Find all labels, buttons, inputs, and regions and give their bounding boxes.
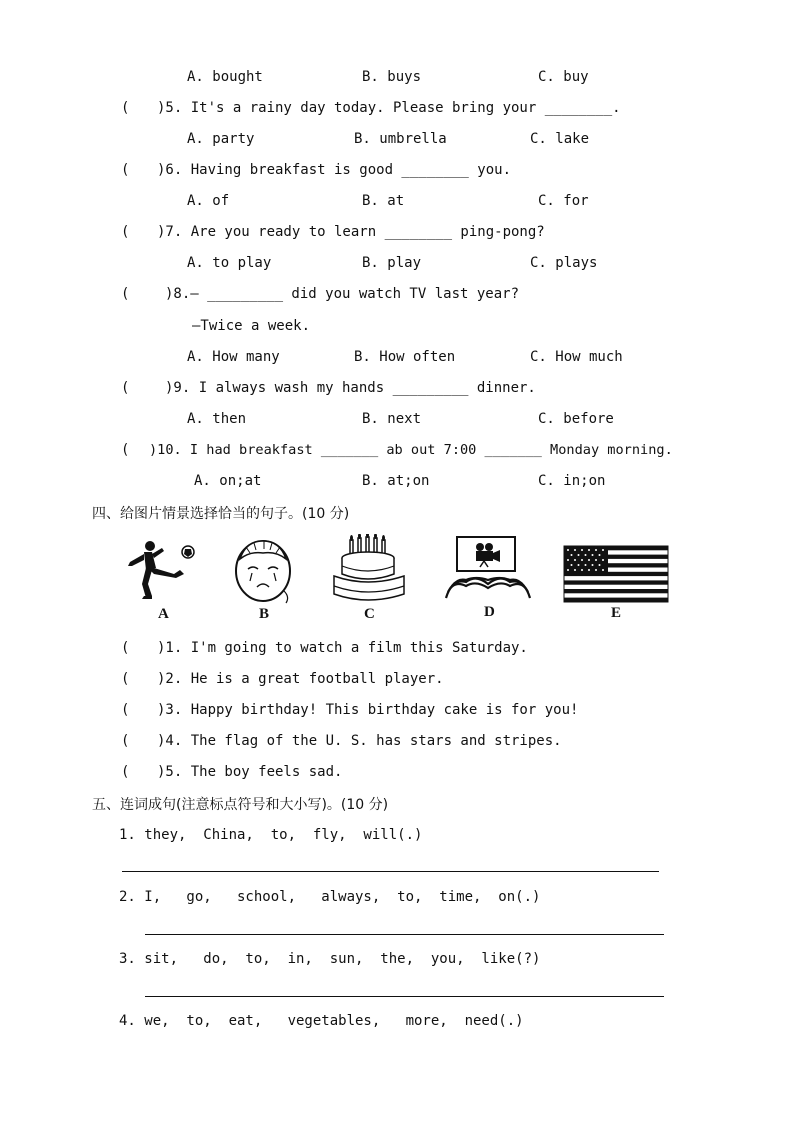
part5-heading: 五、连词成句(注意标点符号和大小写)。(10 分) bbox=[92, 797, 389, 813]
q6-text: )6. Having breakfast is good ________ you. bbox=[157, 162, 512, 178]
q4-option-c: C. buy bbox=[538, 69, 589, 85]
q6-option-c: C. for bbox=[538, 193, 589, 209]
part4-item-5-bracket: ( bbox=[121, 764, 130, 780]
part4-item-1-bracket: ( bbox=[121, 640, 130, 656]
q10-option-a: A. on;at bbox=[194, 473, 262, 489]
q7-bracket: ( bbox=[121, 224, 130, 240]
q9-bracket: ( bbox=[121, 380, 130, 396]
q9-option-a: A. then bbox=[187, 411, 247, 427]
picture-label-e: E bbox=[611, 605, 622, 621]
q5-option-b: B. umbrella bbox=[354, 131, 447, 147]
birthday-cake-icon bbox=[328, 534, 410, 604]
part5-item-2: 2. I, go, school, always, to, time, on(.) bbox=[119, 889, 541, 905]
part4-item-1-text: )1. I'm going to watch a film this Saturday. bbox=[157, 640, 528, 656]
q6-option-b: B. at bbox=[362, 193, 405, 209]
q10-text: )10. I had breakfast _______ ab out 7:00 _______ Monday morning. bbox=[149, 442, 673, 458]
q9-option-b: B. next bbox=[362, 411, 422, 427]
part4-item-3-bracket: ( bbox=[121, 702, 130, 718]
part4-item-4-bracket: ( bbox=[121, 733, 130, 749]
us-flag-icon bbox=[562, 544, 670, 604]
answer-line-2[interactable] bbox=[145, 934, 664, 935]
answer-line-1[interactable] bbox=[122, 871, 659, 872]
q8-answer-line: —Twice a week. bbox=[192, 318, 311, 334]
part4-item-5-text: )5. The boy feels sad. bbox=[157, 764, 343, 780]
q8-bracket: ( bbox=[121, 286, 130, 302]
q5-bracket: ( bbox=[121, 100, 130, 116]
part4-item-4-text: )4. The flag of the U. S. has stars and stripes. bbox=[157, 733, 562, 749]
football-player-icon bbox=[122, 538, 202, 604]
q7-text: )7. Are you ready to learn ________ ping-pong? bbox=[157, 224, 545, 240]
q4-option-b: B. buys bbox=[362, 69, 422, 85]
q8-text: )8.— _________ did you watch TV last year? bbox=[165, 286, 520, 302]
part4-heading: 四、给图片情景选择恰当的句子。(10 分) bbox=[92, 506, 350, 522]
q7-option-c: C. plays bbox=[530, 255, 598, 271]
part4-item-3-text: )3. Happy birthday! This birthday cake is for you! bbox=[157, 702, 579, 718]
part5-item-4: 4. we, to, eat, vegetables, more, need(.) bbox=[119, 1013, 524, 1029]
answer-line-3[interactable] bbox=[145, 996, 664, 997]
q9-text: )9. I always wash my hands _________ dinner. bbox=[165, 380, 536, 396]
q10-option-c: C. in;on bbox=[538, 473, 606, 489]
q6-bracket: ( bbox=[121, 162, 130, 178]
q8-option-a: A. How many bbox=[187, 349, 280, 365]
q7-option-b: B. play bbox=[362, 255, 422, 271]
q4-option-a: A. bought bbox=[187, 69, 263, 85]
picture-label-b: B bbox=[259, 606, 270, 622]
q5-text: )5. It's a rainy day today. Please bring your ________. bbox=[157, 100, 621, 116]
part4-item-2-text: )2. He is a great football player. bbox=[157, 671, 444, 687]
q10-bracket: ( bbox=[121, 442, 130, 458]
picture-label-c: C bbox=[364, 606, 375, 622]
crying-boy-icon bbox=[232, 535, 294, 605]
q9-option-c: C. before bbox=[538, 411, 614, 427]
part5-item-1: 1. they, China, to, fly, will(.) bbox=[119, 827, 423, 843]
q10-option-b: B. at;on bbox=[362, 473, 430, 489]
part5-item-3: 3. sit, do, to, in, sun, the, you, like(?) bbox=[119, 951, 541, 967]
q8-option-c: C. How much bbox=[530, 349, 623, 365]
picture-label-a: A bbox=[158, 606, 169, 622]
q5-option-c: C. lake bbox=[530, 131, 590, 147]
picture-label-d: D bbox=[484, 604, 495, 620]
q5-option-a: A. party bbox=[187, 131, 255, 147]
q6-option-a: A. of bbox=[187, 193, 230, 209]
q7-option-a: A. to play bbox=[187, 255, 272, 271]
cinema-film-icon bbox=[444, 534, 532, 600]
part4-item-2-bracket: ( bbox=[121, 671, 130, 687]
q8-option-b: B. How often bbox=[354, 349, 456, 365]
